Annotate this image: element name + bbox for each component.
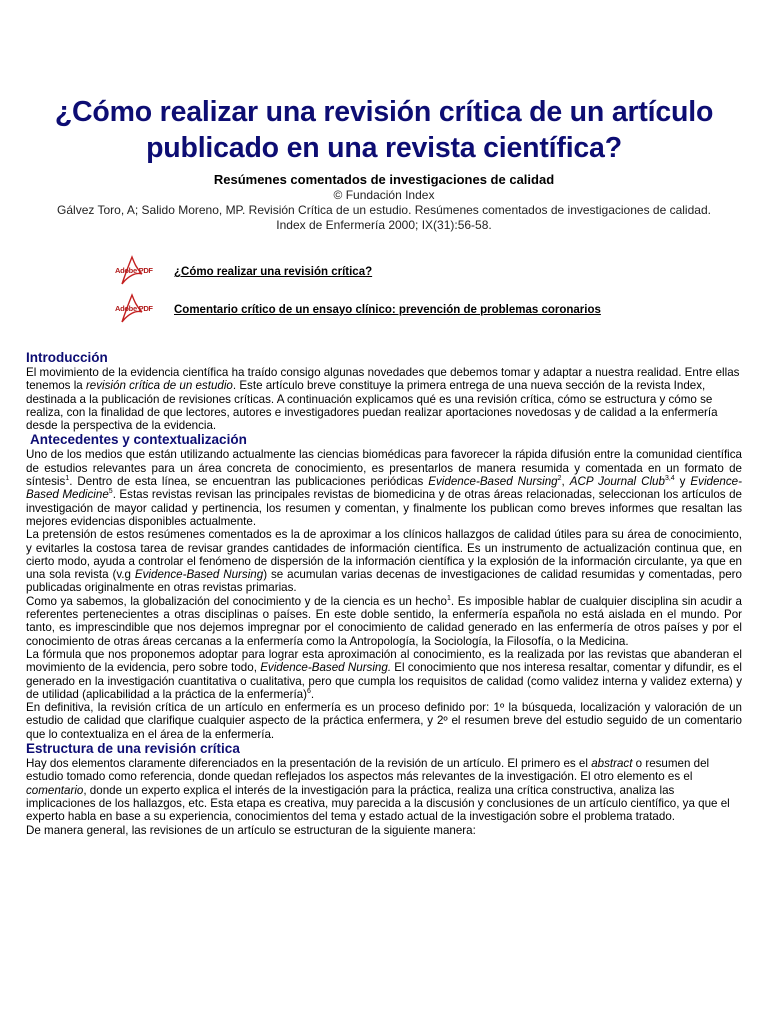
adobe-pdf-icon[interactable]: Adobe PDF [112, 292, 156, 328]
section-heading-estructura: Estructura de una revisión crítica [26, 741, 240, 757]
pdf-link-row-2[interactable] [112, 292, 601, 328]
background-paragraph-4: La fórmula que nos proponemos adoptar para lograr esta aproximación al conocimiento, es la realizada por las revistas que abanderan el movimiento de la evidencia, pero sobre todo, Evidence-Based Nursing. El conocimiento que nos interesa resaltar, comentar y difundir, es el generado en la investigación cuantitativa o cualitativa, pero que cumpla los requisitos de calidad (como validez interna y validez externa) y de utilidad (aplicabilidad a la práctica de la enfermería)$^6$. [26, 647, 742, 701]
structure-paragraph-2: De manera general, las revisiones de un artículo se estructuran de la siguiente manera: [26, 823, 476, 837]
pdf-link-revision-critica[interactable]: ¿Cómo realizar una revisión crítica? [174, 266, 373, 278]
adobe-pdf-icon[interactable]: Adobe PDF [112, 254, 156, 290]
section-heading-introduccion: Introducción [26, 350, 108, 365]
background-paragraph-1: Uno de los medios que están utilizando actualmente las ciencias biomédicas para favorecer la rápida difusión entre la comunidad científica de estudios relevantes para un área concreta de conocimiento, es presentarlos de manera resumida y comentada en un formato de síntesis$^1$. Dentro de esta línea, se encuentran las publicaciones periódicas Evidence-Based Nursing$^2$, ACP Journal Club$^{3,4}$ y Evidence-Based Medicine$^5$. Estas revistas revisan las principales revistas de biomedicina y de otras áreas relacionadas, seleccionan los artículos de investigación de mayor calidad y pertinencia, los resumen y comentan, y finalmente los publican como breves informes que resaltan las mejores evidencias disponibles actualmente. [26, 448, 742, 528]
document-page [26, 0, 743, 837]
pdf-link-row-1[interactable] [112, 254, 372, 290]
section-heading-antecedentes: Antecedentes y contextualización [30, 432, 247, 448]
structure-paragraph-1: Hay dos elementos claramente diferenciados en la presentación de la revisión de un artículo. El primero es el abstract o resumen del estudio tomado como referencia, donde quedan reflejados los aspectos más relevantes de la investigación. El otro elemento es el comentario, donde un experto explica el interés de la investigación para la práctica, realiza una crítica constructiva, analiza las implicaciones de los hallazgos, etc. Esta etapa es creativa, muy parecida a la discusión y conclusiones de un artículo científico, ya que el experto habla en base a su experiencia, conocimientos del tema y estado actual de la investigación sobre el problema tratado. [26, 757, 730, 824]
background-paragraph-5: En definitiva, la revisión crítica de un artículo en enfermería es un proceso definido por: 1º la búsqueda, localización y valoración de un estudio de calidad que clarifique cualquier aspecto de la práctica enfermera, y 2º el resumen breve del estudio seguido de un comentario que lo contextualiza en el área de la enfermería. [26, 701, 742, 741]
copyright-line: © Fundación Index [333, 188, 435, 202]
pdf-link-ensayo-clinico[interactable]: Comentario crítico de un ensayo clínico: prevención de problemas coronarios [174, 304, 601, 316]
background-paragraph-2: La pretensión de estos resúmenes comentados es la de aproximar a los clínicos hallazgos de calidad útiles para su área de conocimiento, y evitarles la costosa tarea de revisar grandes cantidades de información científica. Es un instrumento de actualización continua que, en cierto modo, ayuda a controlar el fenómeno de dispersión de la información científica y la explosión de la información circulante, ya que en una sola revista (v.g Evidence-Based Nursing) se acumulan varias decenas de investigaciones de calidad resumidas y comentadas, pero publicadas originalmente en otras revistas primarias. [26, 528, 742, 595]
page-title: ¿Cómo realizar una revisión crítica de un artículo publicado en una revista científica? [54, 96, 714, 164]
intro-paragraph: El movimiento de la evidencia científica ha traído consigo algunas novedades que debemos tomar y adaptar a nuestra realidad. Entre ellas tenemos la revisión crítica de un estudio. Este artículo breve constituye la primera entrega de una nueva sección de la revista Index, destinada a la publicación de revisiones críticas. A continuación explicamos qué es una revisión crítica, cómo se estructura y cómo se realiza, con la finalidad de que lectores, autores e investigadores puedan realizar aportaciones novedosas y de calidad a la enfermería desde la perspectiva de la evidencia. [26, 366, 740, 433]
citation-line-2: Index de Enfermería 2000; IX(31):56-58. [276, 218, 492, 232]
background-paragraph-3: Como ya sabemos, la globalización del conocimiento y de la ciencia es un hecho$^1$. Es imposible hablar de cualquier disciplina sin acudir a referentes pertenecientes a otras disciplinas o países. En este doble sentido, la enfermería española no está aislada en el mundo. Por tanto, es imprescindible que nos dejemos impregnar por el conocimiento de calidad generado en las enfermería de otros países y por el conocimiento de otras áreas cercanas a la enfermería como la Antropología, la Sociología, la Filosofía, o la Medicina. [26, 594, 743, 648]
page-subtitle: Resúmenes comentados de investigaciones de calidad [213, 172, 555, 187]
citation-line-1: Gálvez Toro, A; Salido Moreno, MP. Revisión Crítica de un estudio. Resúmenes comentados de investigaciones de calidad. [57, 203, 711, 217]
